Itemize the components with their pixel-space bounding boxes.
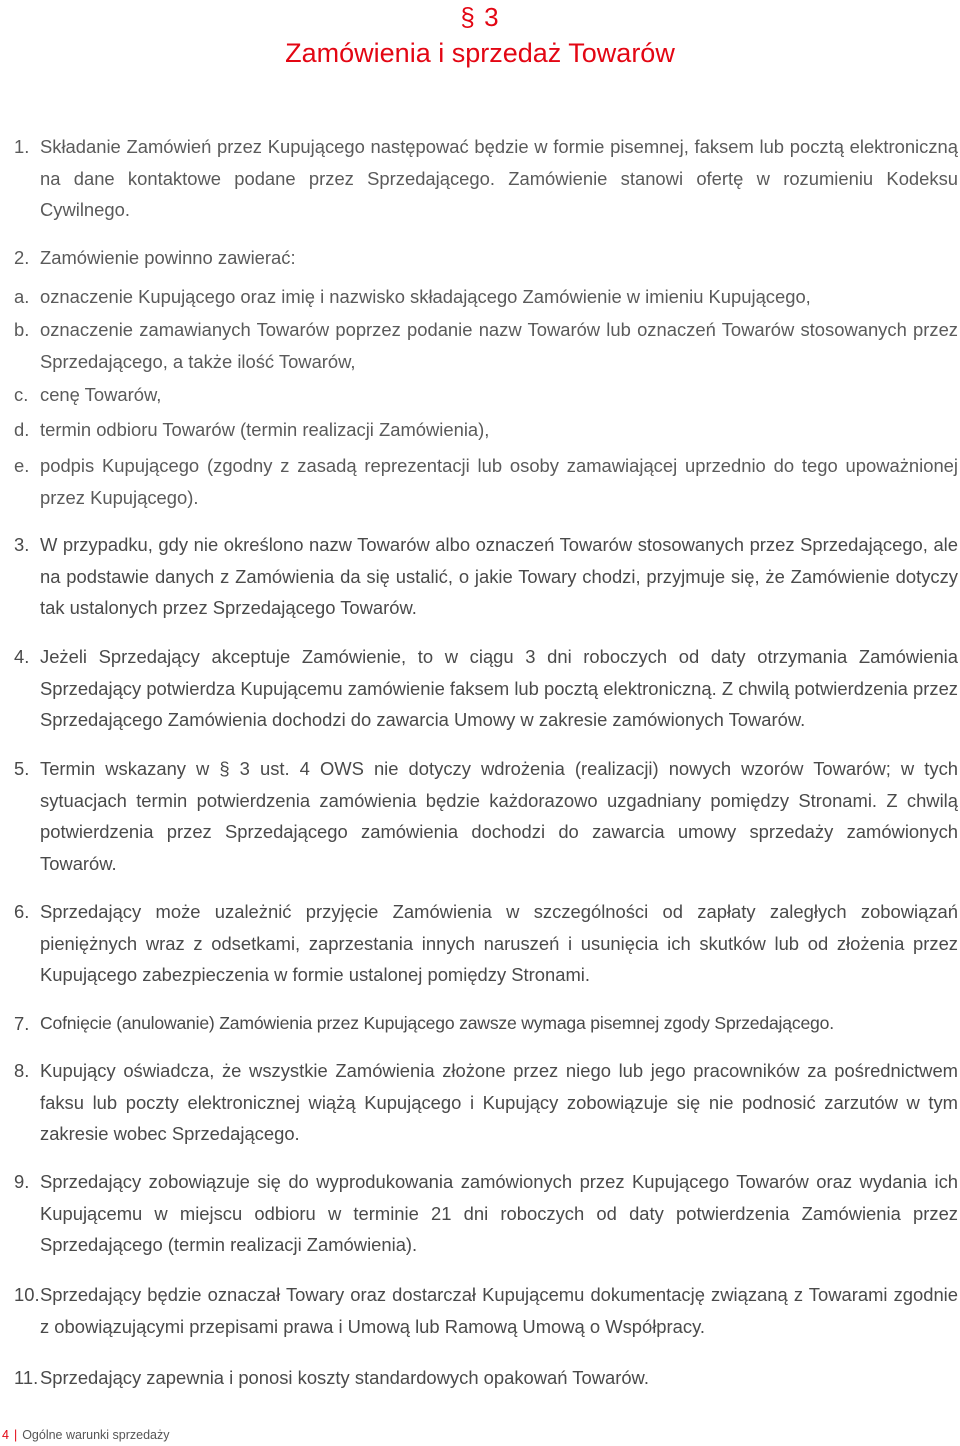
list-item: [14, 896, 958, 991]
sub-item-text: cenę Towarów,: [40, 384, 162, 405]
sub-item-text: oznaczenie zamawianych Towarów poprzez podanie nazw Towarów lub oznaczeń Towarów stosowanych przez Sprzedającego, a także ilość Towarów,: [40, 319, 958, 372]
list-item: [14, 1362, 958, 1394]
sub-list-item: [14, 314, 958, 377]
sub-item-letter: c.: [14, 384, 29, 405]
item-number: 9.: [14, 1171, 30, 1192]
sub-item-letter: a.: [14, 286, 30, 307]
item-text: Jeżeli Sprzedający akceptuje Zamówienie, to w ciągu 3 dni roboczych od daty otrzymania Zamówienia Sprzedający potwierdza Kupującemu zamówienie faksem lub pocztą elektroniczną. Z chwilą potwierdzenia przez Sprzedającego Zamówienia dochodzi do zawarcia Umowy w zakresie zamówionych Towarów.: [40, 646, 958, 730]
list-item: [14, 131, 958, 226]
section-title: Zamówienia i sprzedaż Towarów: [285, 38, 675, 68]
footer-label: Ogólne warunki sprzedaży: [22, 1428, 170, 1442]
item-text: Cofnięcie (anulowanie) Zamówienia przez Kupującego zawsze wymaga pisemnej zgody Sprzedającego.: [40, 1013, 834, 1033]
item-number: 7.: [14, 1013, 30, 1034]
item-text: Sprzedający zapewnia i ponosi koszty standardowych opakowań Towarów.: [40, 1367, 649, 1388]
item-number: 11.: [14, 1367, 39, 1388]
item-text: Sprzedający będzie oznaczał Towary oraz dostarczał Kupującemu dokumentację związaną z Towarami zgodnie z obowiązującymi przepisami prawa i Umową lub Ramową Umową o Współpracy.: [40, 1284, 958, 1337]
section-number: § 3: [460, 2, 500, 32]
item-text: W przypadku, gdy nie określono nazw Towarów albo oznaczeń Towarów stosowanych przez Sprzedającego, ale na podstawie danych z Zamówienia da się ustalić, o jakie Towary chodzi, przyjmuje się, że Zamówienie dotyczy tak ustalonych przez Sprzedającego Towarów.: [40, 534, 958, 618]
footer-separator: |: [13, 1428, 18, 1442]
sub-item-letter: e.: [14, 455, 30, 476]
item-number: 10.: [14, 1284, 40, 1305]
item-number: 8.: [14, 1060, 30, 1081]
item-number: 6.: [14, 901, 30, 922]
item-text: Sprzedający zobowiązuje się do wyprodukowania zamówionych przez Kupującego Towarów oraz wydania ich Kupującemu w miejscu odbioru w terminie 21 dni roboczych od daty potwierdzenia Zamówienia przez Sprzedającego (termin realizacji Zamówienia).: [40, 1171, 958, 1255]
list-item: [14, 753, 958, 879]
sub-item-letter: b.: [14, 319, 30, 340]
list-item: [14, 1055, 958, 1150]
page-footer: [2, 1428, 170, 1442]
item-number: 5.: [14, 758, 30, 779]
item-text: Termin wskazany w § 3 ust. 4 OWS nie dotyczy wdrożenia (realizacji) nowych wzorów Towarów; w tych sytuacjach termin potwierdzenia zamówienia będzie każdorazowo uzgadniany pomiędzy Stronami. Z chwilą potwierdzenia przez Sprzedającego zamówienia dochodzi do zawarcia umowy sprzedaży zamówionych Towarów.: [40, 758, 958, 874]
page-number: 4: [2, 1428, 9, 1442]
item-text: Kupujący oświadcza, że wszystkie Zamówienia złożone przez niego lub jego pracowników za pośrednictwem faksu lub poczty elektronicznej wiążą Kupującego i Kupujący zobowiązuje się nie podnosić zarzutów w tym zakresie wobec Sprzedającego.: [40, 1060, 958, 1144]
item-number: 1.: [14, 136, 30, 157]
item-number: 3.: [14, 534, 30, 555]
sub-list-item: [14, 450, 958, 513]
item-text: Zamówienie powinno zawierać:: [40, 247, 296, 268]
item-number: 4.: [14, 646, 30, 667]
sub-item-text: podpis Kupującego (zgodny z zasadą reprezentacji lub osoby zamawiającej uprzednio do tego upoważnionej przez Kupującego).: [40, 455, 958, 508]
list-item: [14, 641, 958, 736]
sub-list-item: [14, 414, 958, 446]
list-item: [14, 1279, 958, 1342]
list-item: [14, 1166, 958, 1261]
item-text: Sprzedający może uzależnić przyjęcie Zamówienia w szczególności od zapłaty zaległych zobowiązań pieniężnych wraz z odsetkami, zaprzestania innych naruszeń i usunięcia ich skutków lub od złożenia przez Kupującego zabezpieczenia w formie ustalonej pomiędzy Stronami.: [40, 901, 958, 985]
sub-list-item: [14, 379, 958, 411]
list-item: [14, 1008, 958, 1040]
item-number: 2.: [14, 247, 30, 268]
list-item: [14, 529, 958, 624]
sub-list-item: [14, 281, 958, 313]
sub-item-letter: d.: [14, 419, 30, 440]
list-item: [14, 242, 958, 274]
sub-item-text: oznaczenie Kupującego oraz imię i nazwisko składającego Zamówienie w imieniu Kupującego,: [40, 286, 811, 307]
sub-item-text: termin odbioru Towarów (termin realizacji Zamówienia),: [40, 419, 490, 440]
item-text: Składanie Zamówień przez Kupującego następować będzie w formie pisemnej, faksem lub pocztą elektroniczną na dane kontaktowe podane przez Sprzedającego. Zamówienie stanowi ofertę w rozumieniu Kodeksu Cywilnego.: [40, 136, 958, 220]
